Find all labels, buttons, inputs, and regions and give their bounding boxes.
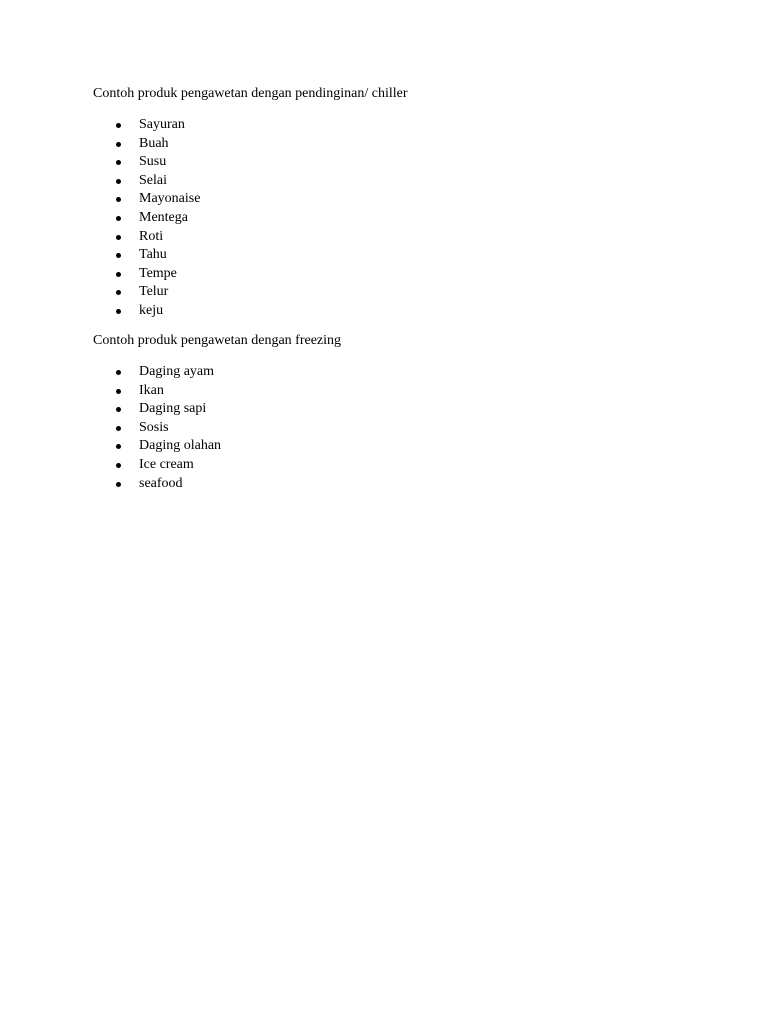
list-item-text: Roti <box>139 228 164 244</box>
list-item-text: Susu <box>139 154 167 170</box>
bullet-icon <box>116 179 121 184</box>
list-item-text: seafood <box>139 475 183 491</box>
list-item-text: keju <box>139 302 164 318</box>
list-item-text: Sosis <box>139 419 169 435</box>
bullet-icon <box>116 389 121 394</box>
bullet-icon <box>116 160 121 165</box>
bullet-icon <box>116 444 121 449</box>
section-heading-freezing: Contoh produk pengawetan dengan freezing <box>93 333 342 348</box>
list-item-text: Daging sapi <box>139 401 207 417</box>
list-item-text: Ikan <box>139 382 164 398</box>
bullet-icon <box>116 197 121 202</box>
list-item-text: Sayuran <box>139 117 185 132</box>
bullet-icon <box>116 142 121 147</box>
list-item-text: Mayonaise <box>139 191 201 207</box>
bullet-icon <box>116 216 121 221</box>
section-heading-chiller: Contoh produk pengawetan dengan pendinginan/ chiller <box>93 86 408 101</box>
bullet-icon <box>116 482 121 487</box>
bullet-icon <box>116 426 121 431</box>
bullet-icon <box>116 370 121 375</box>
bullet-icon <box>116 123 121 128</box>
list-item-text: Daging ayam <box>139 364 215 379</box>
list-item-text: Mentega <box>139 209 188 225</box>
bullet-icon <box>116 407 121 412</box>
bullet-icon <box>116 253 121 258</box>
bullet-icon <box>116 272 121 277</box>
list-item-text: Tempe <box>139 265 177 281</box>
bullet-icon <box>116 309 121 314</box>
list-item-text: Tahu <box>139 247 167 263</box>
list-item-text: Daging olahan <box>139 438 222 454</box>
list-item-text: Buah <box>139 135 169 151</box>
bullet-icon <box>116 290 121 295</box>
bullet-icon <box>116 235 121 240</box>
list-item-text: Telur <box>139 284 169 300</box>
list-item-text: Ice cream <box>139 456 194 472</box>
list-item-text: Selai <box>139 172 167 188</box>
bullet-icon <box>116 463 121 468</box>
